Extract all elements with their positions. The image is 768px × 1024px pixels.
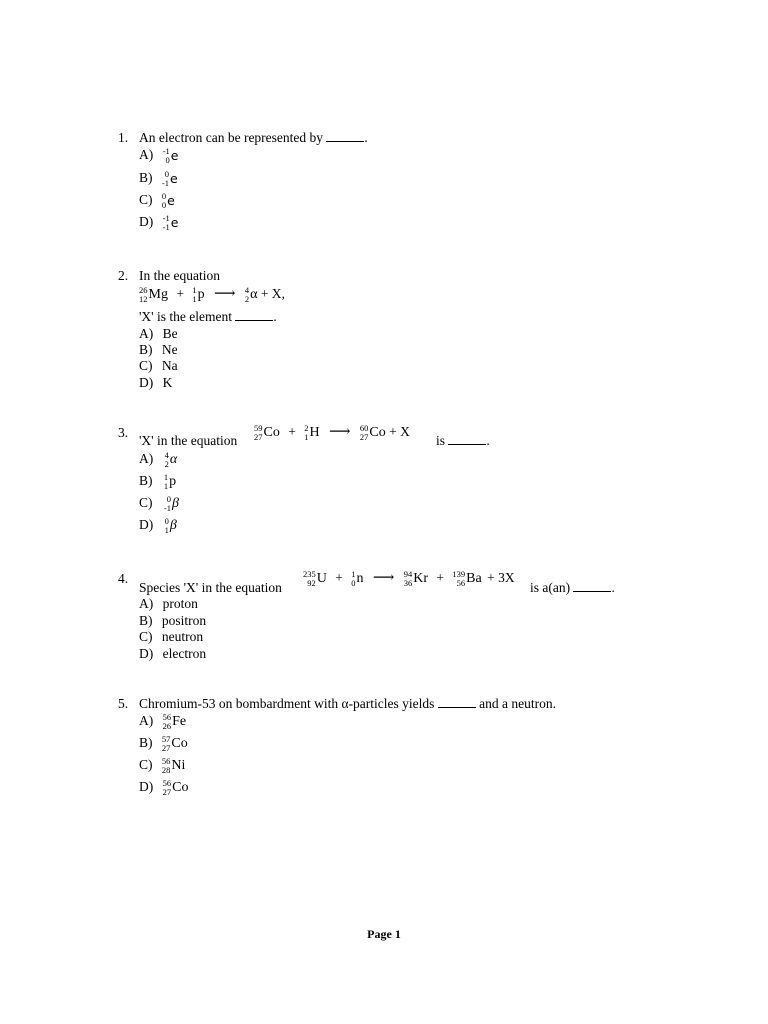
element-symbol: e xyxy=(170,215,179,230)
reaction-arrow: ⟶ xyxy=(372,570,395,587)
option-text: K xyxy=(162,375,173,390)
element-symbol: e xyxy=(170,148,179,163)
option-text: Na xyxy=(161,358,178,373)
question-5-option-a[interactable] xyxy=(139,713,186,731)
nuclide-symbol xyxy=(162,170,178,188)
option-label: A) xyxy=(139,713,154,729)
question-3-stem: 'X' in the equation xyxy=(139,433,238,448)
question-2-line2 xyxy=(139,309,277,325)
question-1-option-c[interactable] xyxy=(139,192,175,210)
reactant-1: 235 92 U xyxy=(303,569,327,588)
question-4-option-a[interactable] xyxy=(139,596,198,612)
question-2-stem: In the equation xyxy=(139,268,220,283)
question-5-number: 5. xyxy=(118,696,129,711)
question-4-option-d[interactable] xyxy=(139,646,206,662)
question-3-option-a[interactable] xyxy=(139,451,177,469)
option-label: B) xyxy=(139,170,153,186)
question-3-option-c[interactable] xyxy=(139,495,179,513)
product-1: 94 36 Kr xyxy=(403,569,429,588)
option-label: D) xyxy=(139,646,154,661)
alpha-symbol: α xyxy=(341,696,349,711)
atomic-number: -1 xyxy=(162,222,170,232)
option-text: proton xyxy=(162,596,198,611)
stem-part: Chromium-53 on bombardment with xyxy=(139,696,339,711)
mass-number: 0 xyxy=(161,191,167,201)
nuclide-symbol: 56 26 Fe xyxy=(162,712,187,731)
question-4-tail-text: is a(an) xyxy=(530,580,571,595)
question-1-stem xyxy=(139,130,368,146)
nuclide-symbol: 57 27 Co xyxy=(161,734,188,753)
product-x: + X xyxy=(389,424,410,440)
question-2-option-c[interactable] xyxy=(139,358,178,374)
mass-number: 0 xyxy=(164,169,169,179)
option-label: C) xyxy=(139,629,153,644)
question-3-tail xyxy=(436,433,490,449)
option-label: D) xyxy=(139,214,154,230)
question-3-option-b[interactable] xyxy=(139,473,176,491)
question-4-equation xyxy=(303,570,515,588)
element-symbol: e xyxy=(169,171,178,186)
reactant-2: 2 1 H xyxy=(304,423,320,442)
reaction-arrow: ⟶ xyxy=(213,286,236,303)
question-2-option-d[interactable] xyxy=(139,375,172,391)
nuclide-symbol: 0 -1 β xyxy=(163,494,179,513)
question-3-option-d[interactable] xyxy=(139,517,177,535)
stem-part: -particles yields xyxy=(348,696,435,711)
option-label: A) xyxy=(139,147,154,163)
atomic-number: -1 xyxy=(161,178,169,188)
option-label: C) xyxy=(139,757,153,773)
option-label: B) xyxy=(139,473,153,489)
question-5-option-c[interactable] xyxy=(139,757,185,775)
option-label: D) xyxy=(139,779,154,795)
question-4-tail xyxy=(530,580,615,596)
question-4-number: 4. xyxy=(118,571,129,586)
option-label: A) xyxy=(139,326,154,341)
mass-number: -1 xyxy=(162,213,170,223)
answer-blank xyxy=(573,591,611,592)
nuclide-symbol: 1 1 p xyxy=(163,472,177,491)
option-text: neutron xyxy=(161,629,204,644)
nuclide-symbol: 56 27 Co xyxy=(162,778,189,797)
page-number: Page 1 xyxy=(367,927,401,941)
question-1-option-d[interactable] xyxy=(139,214,178,232)
option-label: C) xyxy=(139,358,153,373)
question-2-number: 2. xyxy=(118,268,129,283)
question-5-stem xyxy=(139,696,556,712)
option-text: Be xyxy=(162,326,178,341)
question-2-equation xyxy=(139,286,285,304)
option-label: D) xyxy=(139,375,154,390)
option-label: C) xyxy=(139,192,153,208)
answer-blank xyxy=(326,141,364,142)
question-1-stem-text: An electron can be represented by xyxy=(139,130,324,145)
plus-sign: + xyxy=(335,570,343,586)
nuclide-symbol xyxy=(162,192,175,210)
option-label: B) xyxy=(139,735,153,751)
option-text: electron xyxy=(162,646,207,661)
question-3-tail-text: is xyxy=(436,433,446,448)
atomic-number: 0 xyxy=(165,155,170,165)
product-x: + X xyxy=(260,286,282,302)
nuclide-symbol xyxy=(163,214,179,232)
product-1: 60 27 Co xyxy=(359,423,386,442)
reactant-1: 59 27 Co xyxy=(254,423,280,442)
question-3-equation xyxy=(254,424,410,442)
stem-period: . xyxy=(273,309,277,324)
question-2-option-b[interactable] xyxy=(139,342,178,358)
product-3x: + 3X xyxy=(487,570,515,586)
question-1-number: 1. xyxy=(118,130,129,145)
option-label: D) xyxy=(139,517,154,533)
answer-blank xyxy=(235,320,273,321)
atomic-number: 0 xyxy=(161,200,167,210)
nuclide-symbol: 4 2 α xyxy=(164,450,178,469)
question-1-option-b[interactable] xyxy=(139,170,178,188)
reactant-2: 1 1 p xyxy=(192,285,205,304)
option-label: A) xyxy=(139,596,154,611)
question-2-line2-text: 'X' is the element xyxy=(139,309,232,324)
question-5-option-d[interactable] xyxy=(139,779,188,797)
stem-period: . xyxy=(486,433,490,448)
plus-sign: + xyxy=(288,424,296,440)
question-3-number: 3. xyxy=(118,425,129,440)
plus-sign: + xyxy=(176,286,184,302)
plus-sign: + xyxy=(436,570,445,586)
reactant-2: 1 0 n xyxy=(351,569,364,588)
answer-blank xyxy=(448,444,486,445)
option-label: C) xyxy=(139,495,153,511)
option-text: Ne xyxy=(161,342,178,357)
option-label: B) xyxy=(139,342,153,357)
product-1: 4 2 α xyxy=(244,285,258,304)
question-5-option-b[interactable] xyxy=(139,735,188,753)
element-symbol: e xyxy=(167,193,175,208)
reaction-arrow: ⟶ xyxy=(328,424,351,441)
option-label: B) xyxy=(139,613,153,628)
question-4-option-c[interactable] xyxy=(139,629,203,645)
nuclide-symbol xyxy=(163,147,179,165)
question-2-option-a[interactable] xyxy=(139,326,178,342)
answer-blank xyxy=(438,707,476,708)
mass-number: -1 xyxy=(162,146,170,156)
nuclide-symbol: 56 28 Ni xyxy=(161,756,186,775)
equation-comma: , xyxy=(281,286,285,302)
stem-part: and a neutron. xyxy=(479,696,557,711)
option-label: A) xyxy=(139,451,154,467)
nuclide-symbol: 0 1 β xyxy=(164,516,177,535)
stem-period: . xyxy=(364,130,368,145)
reactant-1: 26 12 Mg xyxy=(139,285,168,304)
question-4-stem: Species 'X' in the equation xyxy=(139,580,282,595)
stem-period: . xyxy=(611,580,615,595)
product-2: 139 56 Ba xyxy=(452,569,482,588)
question-1-option-a[interactable] xyxy=(139,147,178,165)
option-text: positron xyxy=(161,613,207,628)
question-4-option-b[interactable] xyxy=(139,613,206,629)
